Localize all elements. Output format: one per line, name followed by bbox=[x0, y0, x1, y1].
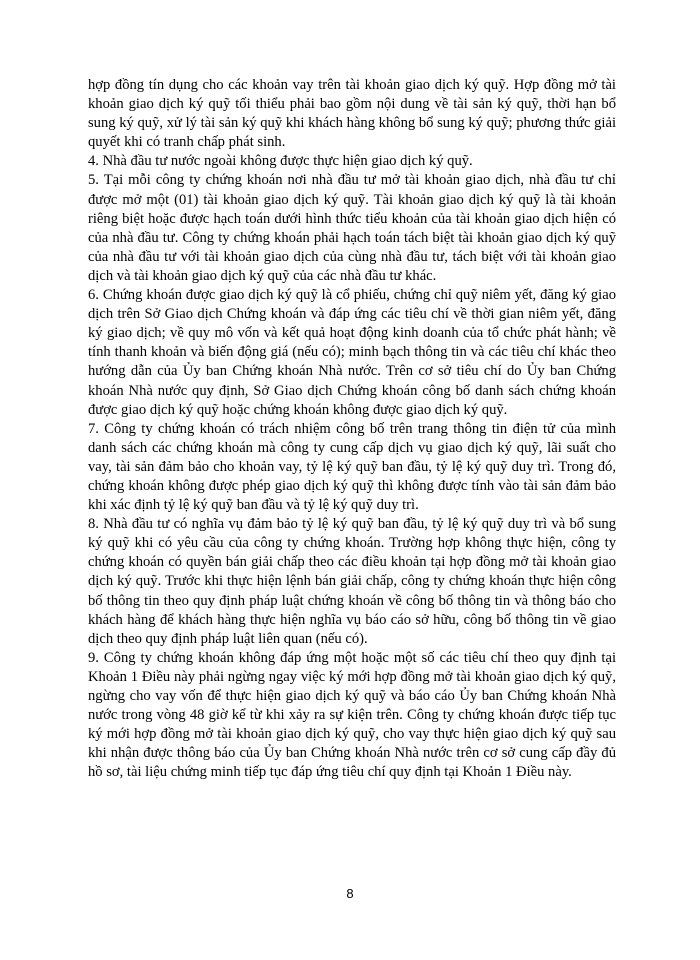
paragraph-clause-5: 5. Tại mỗi công ty chứng khoán nơi nhà đầu tư mở tài khoản giao dịch, nhà đầu tư chỉ được mở một (01) tài khoản giao dịch ký quỹ. Tài khoản giao dịch ký quỹ là tài khoản riêng biệt hoặc được hạch toán dưới hình thức tiểu khoản của tài khoản giao dịch hiện có của nhà đầu tư. Công ty chứng khoán phải hạch toán tách biệt tài khoản giao dịch ký quỹ của nhà đầu tư với tài khoản giao dịch của cùng nhà đầu tư, tách biệt với tài khoản giao dịch và tài khoản giao dịch ký quỹ của các nhà đầu tư khác. bbox=[88, 172, 616, 284]
paragraph-clause-4: 4. Nhà đầu tư nước ngoài không được thực hiện giao dịch ký quỹ. bbox=[88, 153, 473, 170]
paragraph-clause-9: 9. Công ty chứng khoán không đáp ứng một hoặc một số các tiêu chí theo quy định tại Khoản 1 Điều này phải ngừng ngay việc ký mới hợp đồng mở tài khoản giao dịch ký quỹ, ngừng cho vay vốn để thực hiện giao dịch ký quỹ và báo cáo Ủy ban Chứng khoán Nhà nước trong vòng 48 giờ kể từ khi xảy ra sự kiện trên. Công ty chứng khoán được tiếp tục ký mới hợp đồng mở tài khoản giao dịch ký quỹ, cho vay thực hiện giao dịch ký quỹ sau khi nhận được thông báo của Ủy ban Chứng khoán Nhà nước trên cơ sở cung cấp đầy đủ hồ sơ, tài liệu chứng minh tiếp tục đáp ứng tiêu chí quy định tại Khoản 1 Điều này. bbox=[88, 649, 616, 781]
paragraph-clause-7: 7. Công ty chứng khoán có trách nhiệm công bố trên trang thông tin điện tử của mình danh sách các chứng khoán mà công ty cung cấp dịch vụ giao dịch ký quỹ, lãi suất cho vay, tài sản đảm bảo cho khoản vay, tỷ lệ ký quỹ ban đầu, tỷ lệ ký quỹ duy trì. Trong đó, chứng khoán không được phép giao dịch ký quỹ thì không được tính vào tài sản đảm bảo khi xác định tỷ lệ ký quỹ ban đầu và tỷ lệ ký quỹ duy trì. bbox=[88, 420, 616, 514]
paragraph-clause-8: 8. Nhà đầu tư có nghĩa vụ đảm bảo tỷ lệ ký quỹ ban đầu, tỷ lệ ký quỹ duy trì và bổ sung ký quỹ khi có yêu cầu của công ty chứng khoán. Trường hợp không thực hiện, công ty chứng khoán có quyền bán giải chấp theo các điều khoản tại hợp đồng mở tài khoản giao dịch ký quỹ. Trước khi thực hiện lệnh bán giải chấp, công ty chứng khoán thực hiện công bố thông tin theo quy định pháp luật chứng khoán về công bố thông tin và thông báo cho khách hàng để khách hàng thực hiện nghĩa vụ báo cáo sở hữu, công bố thông tin về giao dịch theo quy định pháp luật liên quan (nếu có). bbox=[88, 516, 616, 647]
paragraph-clause-6: 6. Chứng khoán được giao dịch ký quỹ là cổ phiếu, chứng chỉ quỹ niêm yết, đăng ký giao dịch trên Sở Giao dịch Chứng khoán và đáp ứng các tiêu chí về thời gian niêm yết, đăng ký giao dịch; về quy mô vốn và kết quả hoạt động kinh doanh của tổ chức phát hành; về tính thanh khoản và biến động giá (nếu có); minh bạch thông tin và các tiêu chí khác theo hướng dẫn của Ủy ban Chứng khoán Nhà nước. Trên cơ sở tiêu chí do Ủy ban Chứng khoán Nhà nước quy định, Sở Giao dịch Chứng khoán công bố danh sách chứng khoán được giao dịch ký quỹ hoặc chứng khoán không được giao dịch ký quỹ. bbox=[88, 287, 616, 418]
paragraph-margin-contract: hợp đồng tín dụng cho các khoản vay trên tài khoản giao dịch ký quỹ. Hợp đồng mở tài khoản giao dịch ký quỹ tối thiểu phải bao gồm nội dung về tài sản ký quỹ, thời hạn bổ sung ký quỹ, xử lý tài sản ký quỹ khi khách hàng không bổ sung ký quỹ; phương thức giải quyết khi có tranh chấp phát sinh. bbox=[88, 77, 616, 151]
document-page bbox=[88, 76, 616, 782]
page-number: 8 bbox=[346, 886, 354, 901]
